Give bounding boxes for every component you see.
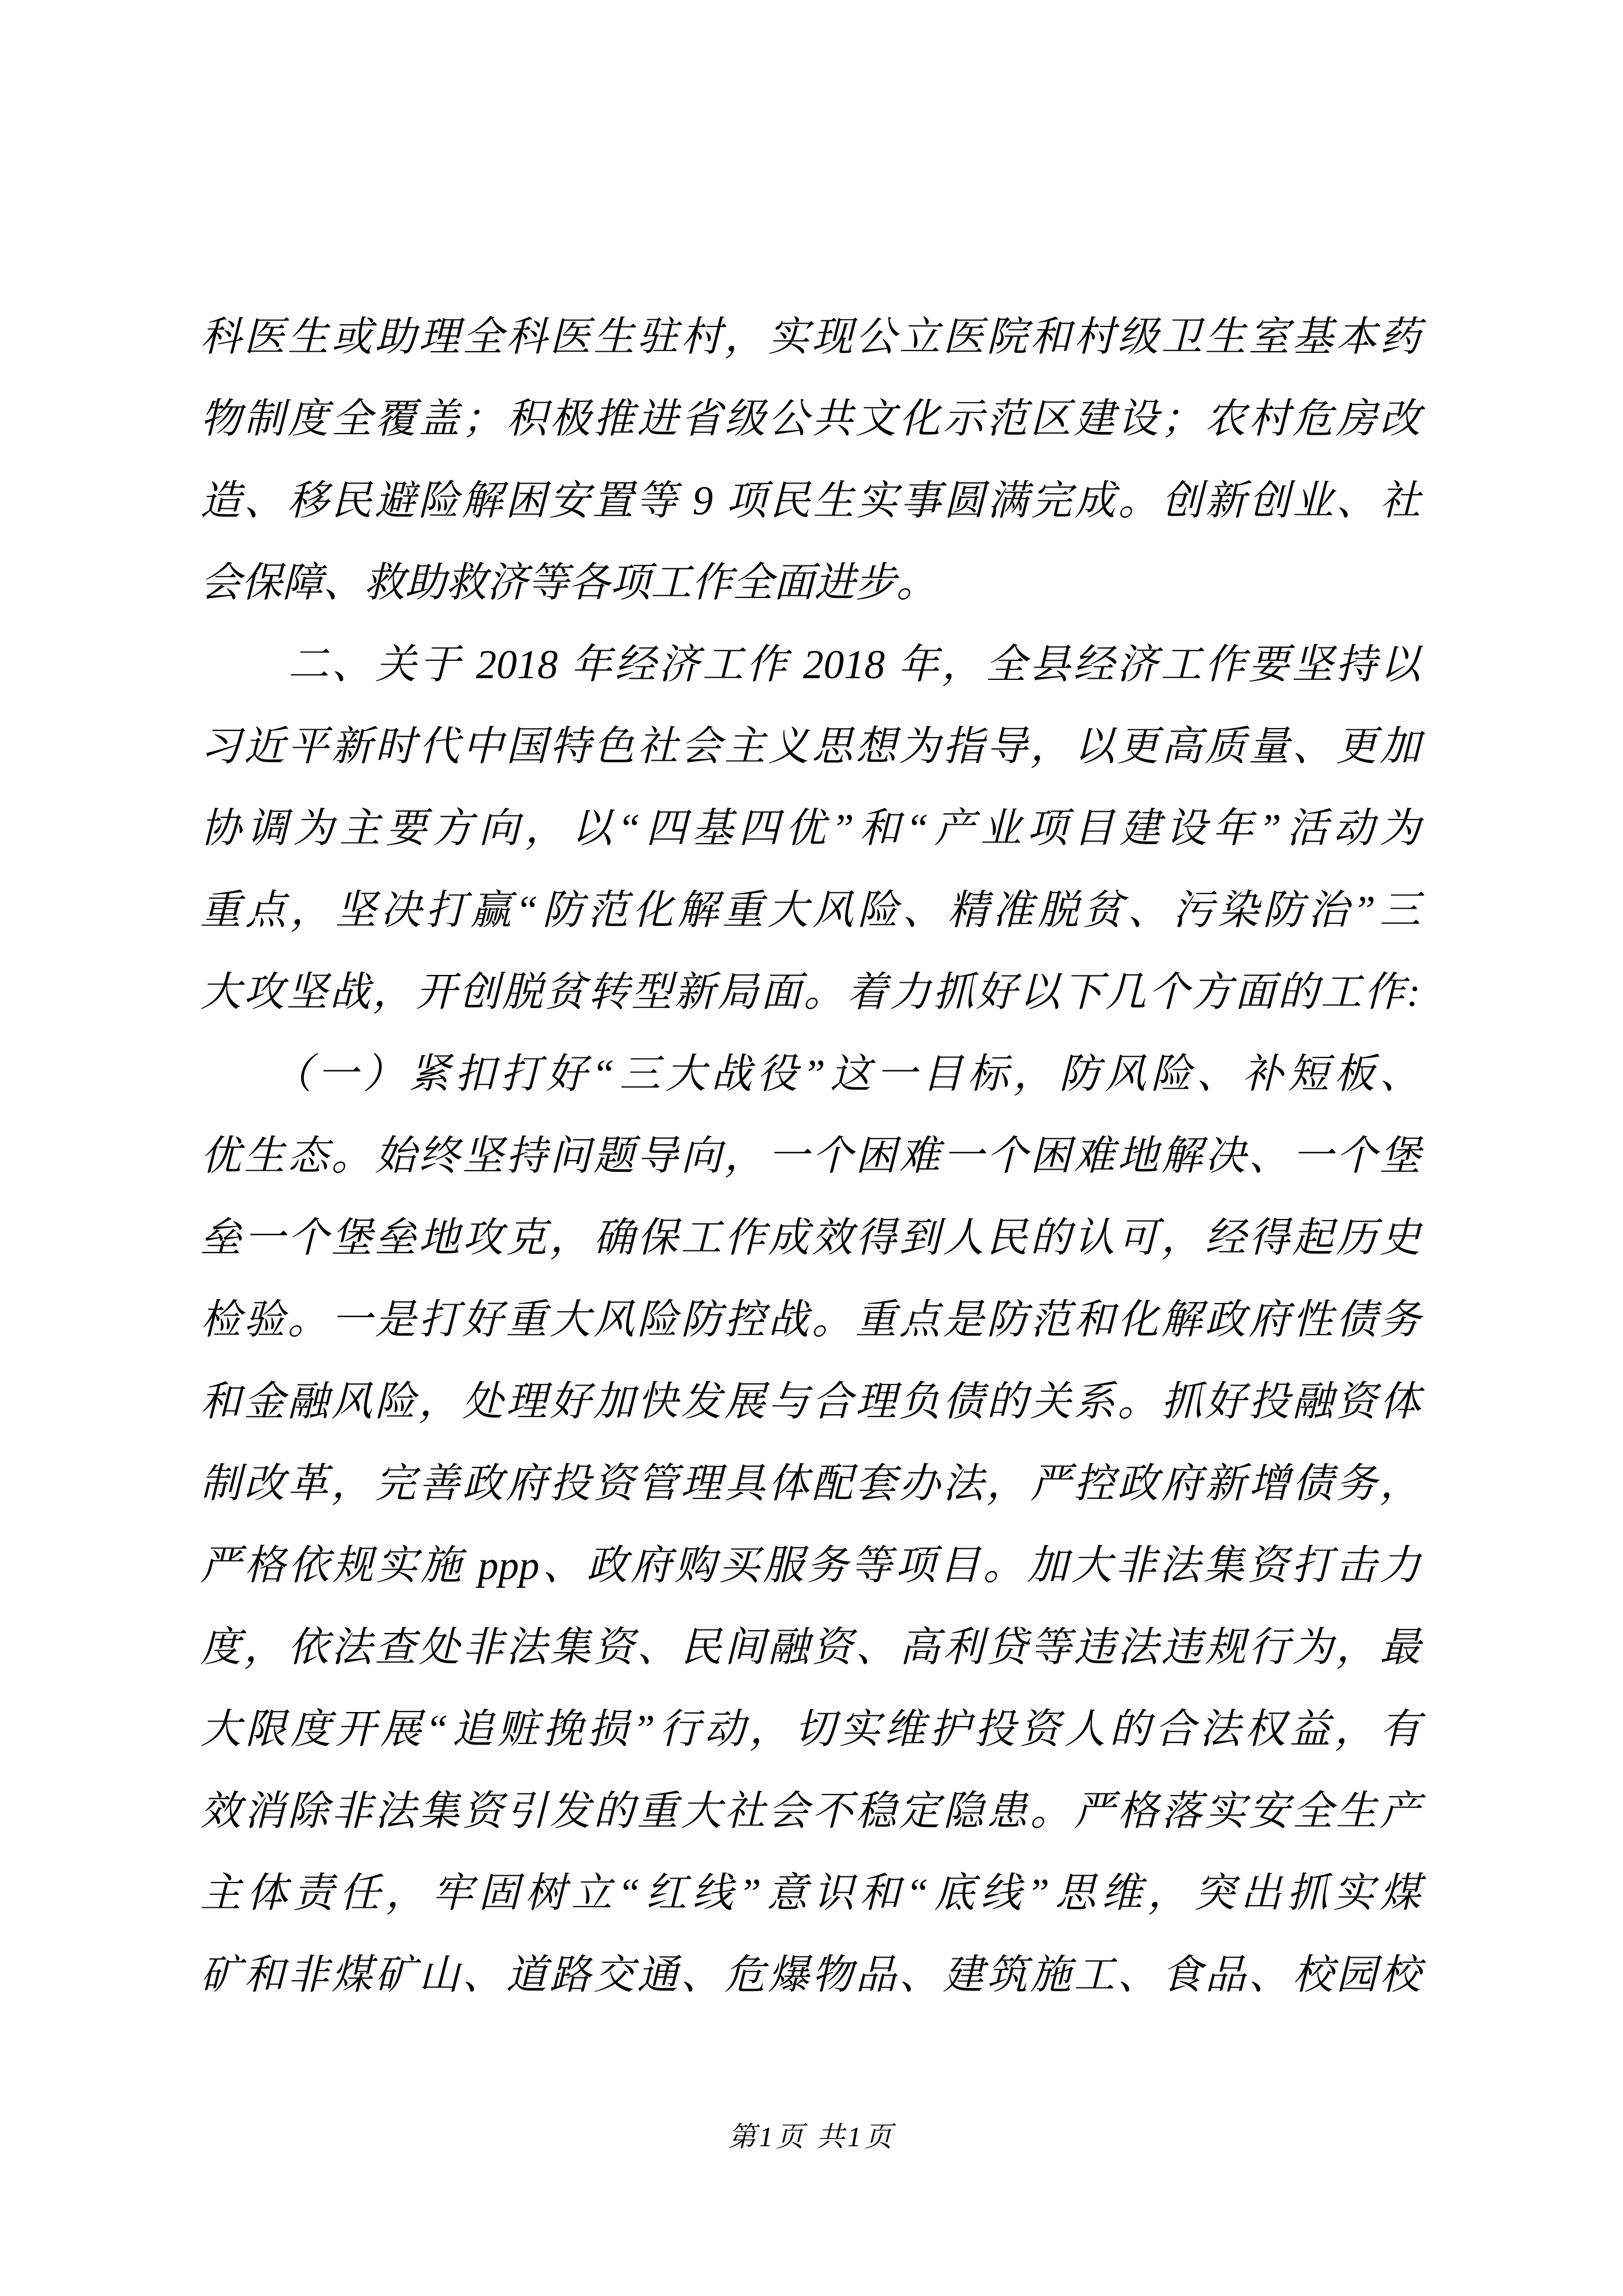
text-line-6: 习近平新时代中国特色社会主义思想为指导，以更高质量、更加: [200, 724, 1421, 769]
text-line-14: 和金融风险，处理好加快发展与合理负债的关系。抓好投融资体: [200, 1379, 1421, 1424]
text-line-10: （一）紧扣打好“三大战役”这一目标，防风险、补短板、: [200, 1051, 1421, 1097]
text-line-11: 优生态。始终坚持问题导向，一个困难一个困难地解决、一个堡: [200, 1133, 1421, 1179]
text-line-8: 重点，坚决打赢“防范化解重大风险、精准脱贫、污染防治”三: [200, 887, 1421, 933]
text-line-20: 主体责任，牢固树立“红线”意识和“底线”思维，突出抓实煤: [200, 1870, 1421, 1916]
text-line-2: 物制度全覆盖；积极推进省级公共文化示范区建设；农村危房改: [200, 396, 1421, 441]
text-line-21: 矿和非煤矿山、道路交通、危爆物品、建筑施工、食品、校园校: [200, 1952, 1421, 1998]
text-line-12: 垒一个堡垒地攻克，确保工作成效得到人民的认可，经得起历史: [200, 1215, 1421, 1260]
text-line-3: 造、移民避险解困安置等 9 项民生实事圆满完成。创新创业、社: [200, 478, 1421, 523]
text-line-19: 效消除非法集资引发的重大社会不稳定隐患。严格落实安全生产: [200, 1788, 1421, 1834]
document-body: [200, 296, 1421, 2016]
text-line-17: 度，依法查处非法集资、民间融资、高利贷等违法违规行为，最: [200, 1625, 1421, 1670]
text-line-1: 科医生或助理全科医生驻村，实现公立医院和村级卫生室基本药: [200, 314, 1421, 360]
page-number-text: 第1页 共1页: [728, 2121, 895, 2152]
text-line-15: 制改革，完善政府投资管理具体配套办法，严控政府新增债务，: [200, 1461, 1421, 1506]
text-line-9: 大攻坚战，开创脱贫转型新局面。着力抓好以下几个方面的工作:: [200, 969, 1421, 1015]
page-footer: [0, 2119, 1623, 2154]
text-line-13: 检验。一是打好重大风险防控战。重点是防范和化解政府性债务: [200, 1297, 1421, 1342]
text-line-18: 大限度开展“追赃挽损”行动，切实维护投资人的合法权益，有: [200, 1706, 1421, 1752]
text-line-7: 协调为主要方向，以“四基四优”和“产业项目建设年”活动为: [200, 806, 1421, 851]
text-line-16: 严格依规实施 ppp、政府购买服务等项目。加大非法集资打击力: [200, 1543, 1421, 1588]
text-line-4: 会保障、救助救济等各项工作全面进步。: [200, 560, 937, 605]
text-line-5: 二、关于 2018 年经济工作 2018 年，全县经济工作要坚持以: [200, 642, 1421, 687]
